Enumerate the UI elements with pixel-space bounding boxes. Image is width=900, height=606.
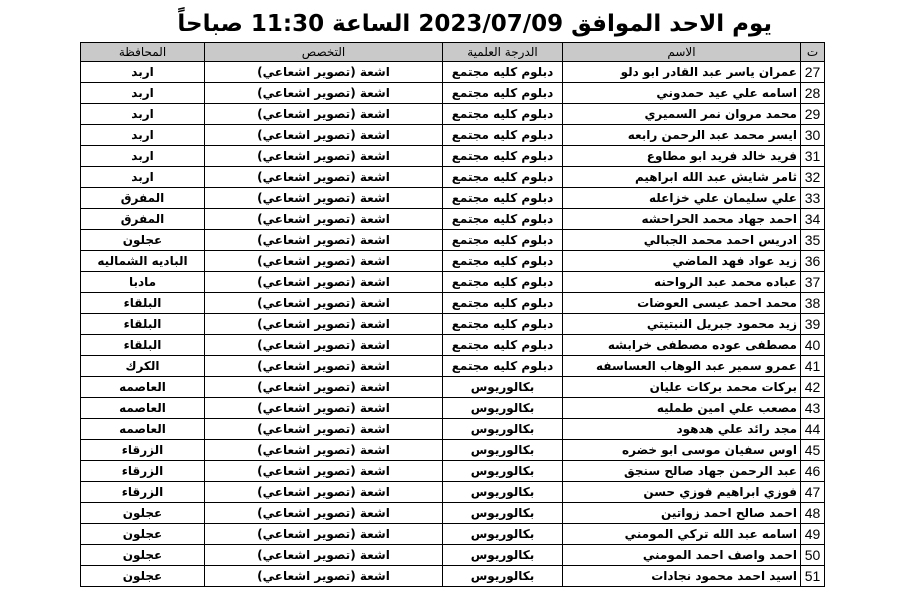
row-name: اسامه علي عيد حمدوني [563, 83, 801, 104]
row-name: ادريس احمد محمد الجبالي [563, 230, 801, 251]
row-governorate: اربد [81, 146, 205, 167]
row-governorate: العاصمه [81, 419, 205, 440]
row-governorate: العاصمه [81, 398, 205, 419]
row-number: 42 [801, 377, 825, 398]
row-governorate: البلقاء [81, 293, 205, 314]
row-governorate: العاصمه [81, 377, 205, 398]
row-number: 32 [801, 167, 825, 188]
row-number: 50 [801, 545, 825, 566]
table-row [81, 62, 825, 83]
table-row [81, 440, 825, 461]
row-name: احمد جهاد محمد الحراحشه [563, 209, 801, 230]
row-number: 38 [801, 293, 825, 314]
row-specialty: اشعة (تصوير اشعاعي) [205, 314, 443, 335]
table-row [81, 188, 825, 209]
row-degree: دبلوم كليه مجتمع [443, 251, 563, 272]
table-row [81, 524, 825, 545]
row-degree: دبلوم كليه مجتمع [443, 62, 563, 83]
row-degree: دبلوم كليه مجتمع [443, 335, 563, 356]
row-degree: دبلوم كليه مجتمع [443, 104, 563, 125]
row-degree: دبلوم كليه مجتمع [443, 293, 563, 314]
row-degree: بكالوريوس [443, 524, 563, 545]
row-governorate: المفرق [81, 188, 205, 209]
row-specialty: اشعة (تصوير اشعاعي) [205, 104, 443, 125]
table-row [81, 419, 825, 440]
row-specialty: اشعة (تصوير اشعاعي) [205, 125, 443, 146]
row-number: 34 [801, 209, 825, 230]
row-degree: بكالوريوس [443, 482, 563, 503]
row-specialty: اشعة (تصوير اشعاعي) [205, 398, 443, 419]
row-name: احمد واصف احمد المومني [563, 545, 801, 566]
page-title: يوم الاحد الموافق 2023/07/09 الساعة 11:30 صباحاً [177, 11, 772, 37]
row-name: ايسر محمد عبد الرحمن رابعه [563, 125, 801, 146]
row-degree: دبلوم كليه مجتمع [443, 356, 563, 377]
row-specialty: اشعة (تصوير اشعاعي) [205, 356, 443, 377]
table-row [81, 209, 825, 230]
row-name: فوزي ابراهيم فوزي حسن [563, 482, 801, 503]
row-name: مصطفى عوده مصطفى خرابشه [563, 335, 801, 356]
row-name: مجد رائد علي هدهود [563, 419, 801, 440]
row-governorate: عجلون [81, 230, 205, 251]
row-specialty: اشعة (تصوير اشعاعي) [205, 272, 443, 293]
header-governorate: المحافظة [81, 43, 205, 62]
row-number: 47 [801, 482, 825, 503]
row-governorate: مادبا [81, 272, 205, 293]
row-specialty: اشعة (تصوير اشعاعي) [205, 146, 443, 167]
table-header-row [81, 43, 825, 62]
row-degree: بكالوريوس [443, 440, 563, 461]
row-governorate: عجلون [81, 503, 205, 524]
row-number: 28 [801, 83, 825, 104]
row-number: 51 [801, 566, 825, 587]
row-degree: بكالوريوس [443, 566, 563, 587]
row-degree: دبلوم كليه مجتمع [443, 125, 563, 146]
row-number: 30 [801, 125, 825, 146]
row-specialty: اشعة (تصوير اشعاعي) [205, 461, 443, 482]
row-degree: دبلوم كليه مجتمع [443, 188, 563, 209]
header-num: ت [801, 43, 825, 62]
row-governorate: البلقاء [81, 335, 205, 356]
header-name: الاسم [563, 43, 801, 62]
row-name: زيد عواد فهد الماضي [563, 251, 801, 272]
row-number: 48 [801, 503, 825, 524]
table-row [81, 545, 825, 566]
table-row [81, 125, 825, 146]
row-degree: بكالوريوس [443, 461, 563, 482]
row-specialty: اشعة (تصوير اشعاعي) [205, 209, 443, 230]
row-degree: دبلوم كليه مجتمع [443, 146, 563, 167]
table-row [81, 167, 825, 188]
row-governorate: عجلون [81, 545, 205, 566]
row-degree: بكالوريوس [443, 545, 563, 566]
row-number: 36 [801, 251, 825, 272]
row-degree: دبلوم كليه مجتمع [443, 83, 563, 104]
row-name: فريد خالد فريد ابو مطاوع [563, 146, 801, 167]
row-specialty: اشعة (تصوير اشعاعي) [205, 83, 443, 104]
row-name: عمرو سمير عبد الوهاب العساسفه [563, 356, 801, 377]
table-row [81, 335, 825, 356]
row-degree: دبلوم كليه مجتمع [443, 314, 563, 335]
table-row [81, 461, 825, 482]
table-row [81, 293, 825, 314]
row-number: 44 [801, 419, 825, 440]
row-degree: بكالوريوس [443, 398, 563, 419]
row-governorate: اربد [81, 125, 205, 146]
row-specialty: اشعة (تصوير اشعاعي) [205, 545, 443, 566]
row-governorate: اربد [81, 167, 205, 188]
row-number: 37 [801, 272, 825, 293]
row-specialty: اشعة (تصوير اشعاعي) [205, 62, 443, 83]
row-governorate: المفرق [81, 209, 205, 230]
row-governorate: عجلون [81, 566, 205, 587]
row-specialty: اشعة (تصوير اشعاعي) [205, 188, 443, 209]
row-number: 31 [801, 146, 825, 167]
row-degree: دبلوم كليه مجتمع [443, 272, 563, 293]
row-number: 39 [801, 314, 825, 335]
row-number: 45 [801, 440, 825, 461]
table-row [81, 146, 825, 167]
row-specialty: اشعة (تصوير اشعاعي) [205, 335, 443, 356]
row-number: 46 [801, 461, 825, 482]
row-number: 41 [801, 356, 825, 377]
row-name: احمد صالح احمد زواتين [563, 503, 801, 524]
row-specialty: اشعة (تصوير اشعاعي) [205, 566, 443, 587]
row-number: 33 [801, 188, 825, 209]
row-governorate: الزرقاء [81, 440, 205, 461]
row-name: زيد محمود جبريل النبتيتي [563, 314, 801, 335]
candidates-table [80, 42, 825, 587]
row-specialty: اشعة (تصوير اشعاعي) [205, 524, 443, 545]
row-specialty: اشعة (تصوير اشعاعي) [205, 293, 443, 314]
table-row [81, 83, 825, 104]
row-name: محمد مروان نمر السميري [563, 104, 801, 125]
row-specialty: اشعة (تصوير اشعاعي) [205, 440, 443, 461]
table-row [81, 272, 825, 293]
row-specialty: اشعة (تصوير اشعاعي) [205, 377, 443, 398]
row-governorate: الكرك [81, 356, 205, 377]
row-name: اوس سفيان موسى ابو خضره [563, 440, 801, 461]
row-number: 43 [801, 398, 825, 419]
table-row [81, 104, 825, 125]
table-row [81, 398, 825, 419]
row-name: علي سليمان علي خزاعله [563, 188, 801, 209]
row-name: مصعب علي امين طمليه [563, 398, 801, 419]
row-degree: بكالوريوس [443, 503, 563, 524]
table-row [81, 230, 825, 251]
table-row [81, 314, 825, 335]
row-name: ثامر شايش عبد الله ابراهيم [563, 167, 801, 188]
row-number: 27 [801, 62, 825, 83]
row-specialty: اشعة (تصوير اشعاعي) [205, 167, 443, 188]
row-specialty: اشعة (تصوير اشعاعي) [205, 419, 443, 440]
row-governorate: الباديه الشماليه [81, 251, 205, 272]
row-specialty: اشعة (تصوير اشعاعي) [205, 503, 443, 524]
row-degree: دبلوم كليه مجتمع [443, 167, 563, 188]
row-name: عبد الرحمن جهاد صالح سنجق [563, 461, 801, 482]
row-degree: دبلوم كليه مجتمع [443, 230, 563, 251]
row-number: 29 [801, 104, 825, 125]
row-name: اسامه عبد الله تركي المومني [563, 524, 801, 545]
row-degree: بكالوريوس [443, 419, 563, 440]
row-number: 35 [801, 230, 825, 251]
header-specialty: التخصص [205, 43, 443, 62]
row-governorate: عجلون [81, 524, 205, 545]
row-name: اسيد احمد محمود نجادات [563, 566, 801, 587]
row-specialty: اشعة (تصوير اشعاعي) [205, 230, 443, 251]
row-governorate: الزرقاء [81, 482, 205, 503]
row-governorate: البلقاء [81, 314, 205, 335]
table-row [81, 356, 825, 377]
row-name: بركات محمد بركات عليان [563, 377, 801, 398]
row-specialty: اشعة (تصوير اشعاعي) [205, 482, 443, 503]
table-row [81, 566, 825, 587]
table-row [81, 503, 825, 524]
row-name: عباده محمد عبد الرواحنه [563, 272, 801, 293]
row-name: عمران ياسر عبد القادر ابو دلو [563, 62, 801, 83]
table-row [81, 377, 825, 398]
row-governorate: اربد [81, 62, 205, 83]
row-governorate: الزرقاء [81, 461, 205, 482]
row-degree: بكالوريوس [443, 377, 563, 398]
row-specialty: اشعة (تصوير اشعاعي) [205, 251, 443, 272]
table-row [81, 482, 825, 503]
table-row [81, 251, 825, 272]
row-name: محمد احمد عيسى العوضات [563, 293, 801, 314]
row-governorate: اربد [81, 104, 205, 125]
row-number: 40 [801, 335, 825, 356]
row-degree: دبلوم كليه مجتمع [443, 209, 563, 230]
header-degree: الدرجة العلمية [443, 43, 563, 62]
row-governorate: اربد [81, 83, 205, 104]
row-number: 49 [801, 524, 825, 545]
